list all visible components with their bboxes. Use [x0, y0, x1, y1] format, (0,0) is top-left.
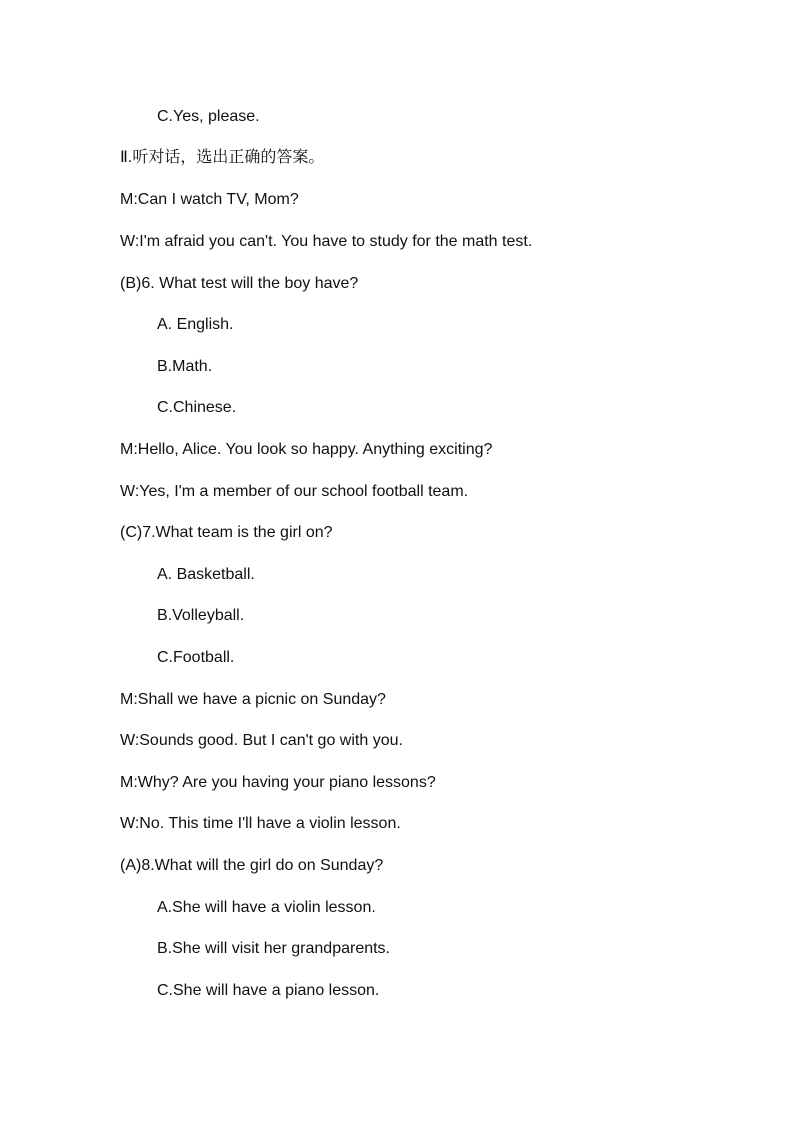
- question-line: (B)6. What test will the boy have?: [120, 275, 359, 292]
- option-line: C.She will have a piano lesson.: [157, 982, 380, 999]
- dialog-line: W:I'm afraid you can't. You have to study for the math test.: [120, 233, 533, 250]
- option-line: C.Football.: [157, 649, 235, 666]
- dialog-line: M:Shall we have a picnic on Sunday?: [120, 691, 386, 708]
- option-line: B.Math.: [157, 358, 213, 375]
- dialog-line: M:Hello, Alice. You look so happy. Anything exciting?: [120, 441, 493, 458]
- question-line: (A)8.What will the girl do on Sunday?: [120, 857, 384, 874]
- dialog-line: W:Yes, I'm a member of our school football team.: [120, 483, 469, 500]
- dialog-line: W:No. This time I'll have a violin lesson.: [120, 815, 401, 832]
- section-heading: Ⅱ.听对话，选出正确的答案。: [120, 149, 325, 166]
- option-line: B.Volleyball.: [157, 607, 245, 624]
- option-line: A.She will have a violin lesson.: [157, 899, 376, 916]
- option-line: A. English.: [157, 316, 234, 333]
- option-line: C.Yes, please.: [157, 108, 260, 125]
- question-line: (C)7.What team is the girl on?: [120, 524, 333, 541]
- option-line: B.She will visit her grandparents.: [157, 940, 390, 957]
- dialog-line: M:Why? Are you having your piano lessons?: [120, 774, 436, 791]
- option-line: C.Chinese.: [157, 399, 237, 416]
- dialog-line: M:Can I watch TV, Mom?: [120, 191, 299, 208]
- dialog-line: W:Sounds good. But I can't go with you.: [120, 732, 403, 749]
- option-line: A. Basketball.: [157, 566, 255, 583]
